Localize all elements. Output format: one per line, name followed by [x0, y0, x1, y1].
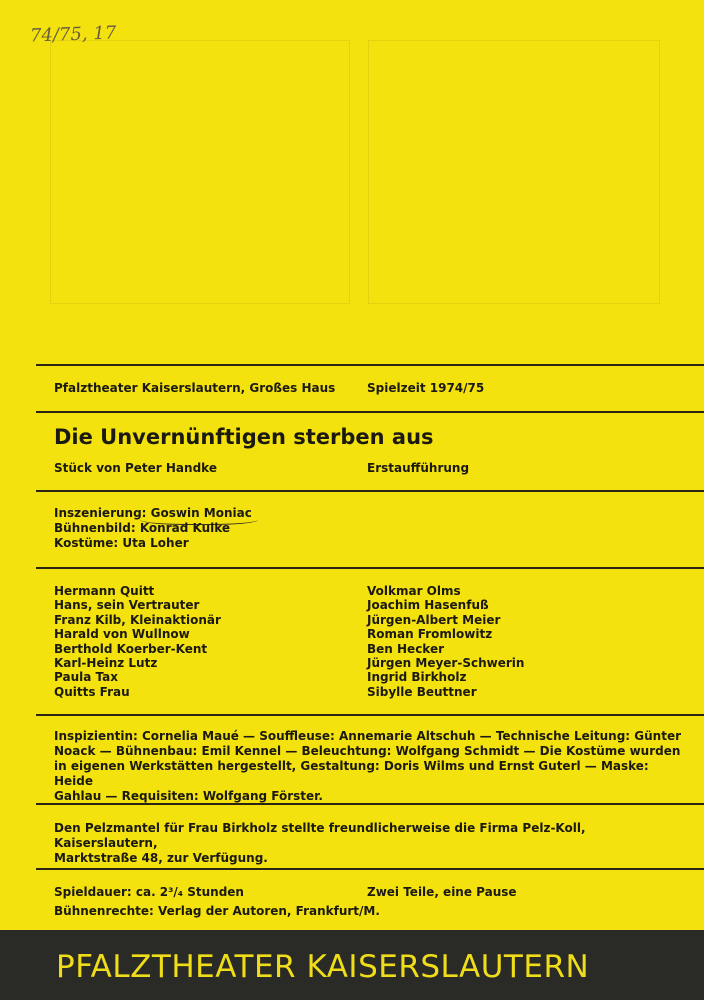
staff-line: Noack — Bühnenbau: Emil Kennel — Beleuchtung: Wolfgang Schmidt — Die Kostüme wurden — [54, 744, 681, 758]
cast-actor: Sibylle Beuttner — [367, 684, 477, 699]
venue-label: Pfalztheater Kaiserslautern, Großes Haus — [54, 381, 336, 395]
staff-line: Gahlau — Requisiten: Wolfgang Förster. — [54, 789, 323, 803]
handwritten-note: 74/75, 17 — [29, 22, 117, 47]
duration-label: Spieldauer: ca. 2³/₄ Stunden — [54, 885, 244, 899]
divider — [36, 567, 704, 569]
cast-role: Hans, sein Vertrauter — [54, 598, 200, 613]
cast-roles-column — [54, 584, 221, 699]
cast-role: Karl-Heinz Lutz — [54, 656, 158, 671]
cast-actor: Jürgen-Albert Meier — [367, 612, 501, 627]
cast-role: Quitts Frau — [54, 684, 130, 699]
premiere-label: Erstaufführung — [367, 461, 470, 475]
credit-set-design: Bühnenbild: Konrad Kulke — [54, 521, 231, 535]
acknowledgement-line: Marktstraße 48, zur Verfügung. — [54, 851, 268, 865]
staff-line: in eigenen Werkstätten hergestellt, Gestaltung: Doris Wilms und Ernst Guterl — Maske: Heide — [54, 759, 649, 788]
play-author: Stück von Peter Handke — [54, 461, 217, 475]
show-through-frame-right — [368, 40, 660, 304]
cast-role: Hermann Quitt — [54, 584, 155, 598]
season-label: Spielzeit 1974/75 — [367, 381, 485, 395]
cast-role: Franz Kilb, Kleinaktionär — [54, 612, 221, 627]
credit-costumes: Kostüme: Uta Loher — [54, 536, 189, 550]
cast-actor: Volkmar Olms — [367, 584, 461, 598]
divider — [36, 868, 704, 870]
cast-actor: Roman Fromlowitz — [367, 627, 493, 642]
divider — [36, 364, 704, 366]
cast-role: Paula Tax — [54, 670, 118, 685]
footer-title: PFALZTHEATER KAISERSLAUTERN — [56, 949, 590, 985]
staff-line: Inspizientin: Cornelia Maué — Souffleuse: Annemarie Altschuh — Technische Leitung: Günter — [54, 729, 682, 743]
divider — [36, 490, 704, 492]
cast-actor: Jürgen Meyer-Schwerin — [367, 656, 525, 671]
rights-label: Bühnenrechte: Verlag der Autoren, Frankfurt/M. — [54, 904, 380, 918]
cast-role: Berthold Koerber-Kent — [54, 641, 208, 656]
cast-role: Harald von Wullnow — [54, 627, 190, 642]
cast-actors-column — [367, 584, 524, 699]
divider — [36, 714, 704, 716]
acknowledgement-line: Den Pelzmantel für Frau Birkholz stellte freundlicherweise die Firma Pelz-Koll, Kaiserslautern, — [54, 821, 586, 850]
play-title: Die Unvernünftigen sterben aus — [54, 425, 434, 449]
cast-actor: Ingrid Birkholz — [367, 670, 467, 685]
divider — [36, 411, 704, 413]
cast-actor: Ben Hecker — [367, 641, 445, 656]
divider — [36, 803, 704, 805]
acknowledgement-paragraph — [54, 821, 684, 866]
credit-director: Inszenierung: Goswin Moniac — [54, 506, 252, 520]
staff-paragraph — [54, 729, 684, 804]
parts-label: Zwei Teile, eine Pause — [367, 885, 517, 899]
cast-actor: Joachim Hasenfuß — [367, 598, 489, 613]
show-through-frame-left — [50, 40, 350, 304]
